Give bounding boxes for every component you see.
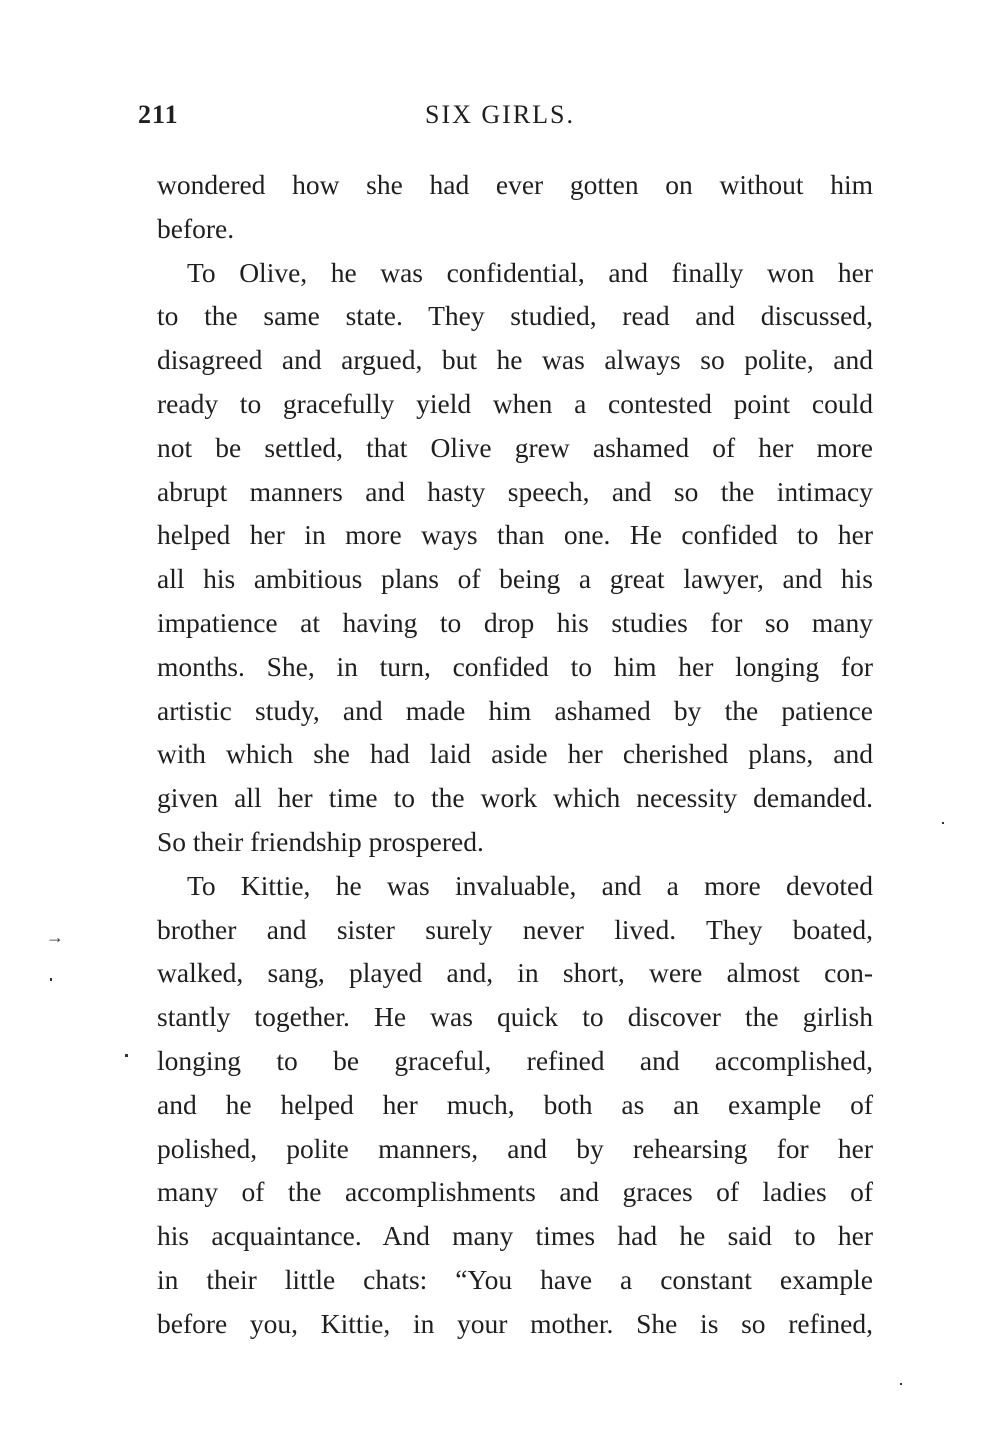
text-line: disagreed and argued, but he was always so polite, and: [157, 344, 873, 376]
text-line: with which she had laid aside her cherished plans, and: [157, 738, 873, 770]
text-line: polished, polite manners, and by rehearsing for her: [157, 1132, 873, 1164]
text-line: To Olive, he was confidential, and finally won her: [187, 256, 873, 288]
text-line: stantly together. He was quick to discover the girlish: [157, 1001, 873, 1033]
scan-speck: [900, 1383, 902, 1385]
text-line: impatience at having to drop his studies for so many: [157, 606, 873, 638]
text-line: abrupt manners and hasty speech, and so the intimacy: [157, 475, 873, 507]
text-line: to the same state. They studied, read and discussed,: [157, 300, 873, 332]
text-line: wondered how she had ever gotten on without him: [157, 169, 873, 200]
text-line: and he helped her much, both as an example of: [157, 1088, 873, 1120]
text-line: before.: [157, 212, 235, 244]
scan-speck: [125, 1054, 128, 1057]
text-line: helped her in more ways than one. He confided to her: [157, 519, 873, 551]
scan-mark-arrow-icon: →: [46, 927, 64, 947]
running-title: SIX GIRLS.: [424, 100, 575, 129]
paragraph: [157, 864, 873, 1346]
body-text: [157, 163, 873, 1346]
text-line: his acquaintance. And many times had he said to her: [157, 1220, 873, 1252]
text-line: months. She, in turn, confided to him her longing for: [157, 650, 873, 682]
text-line: ready to gracefully yield when a contested point could: [157, 387, 873, 419]
text-line: To Kittie, he was invaluable, and a more devoted: [187, 869, 873, 901]
text-line: So their friendship prospered.: [157, 825, 484, 857]
text-line: longing to be graceful, refined and accomplished,: [157, 1044, 873, 1076]
page-number: 211: [138, 100, 179, 129]
text-line: walked, sang, played and, in short, were almost con-: [157, 957, 873, 989]
text-line: before you, Kittie, in your mother. She is so refined,: [157, 1307, 873, 1339]
scan-speck: [50, 978, 52, 981]
text-line: all his ambitious plans of being a great lawyer, and his: [157, 563, 873, 595]
text-line: artistic study, and made him ashamed by the patience: [157, 694, 873, 726]
scan-speck: [942, 822, 944, 824]
text-line: given all her time to the work which necessity demanded.: [157, 782, 873, 814]
paragraph: [157, 163, 873, 251]
text-line: not be settled, that Olive grew ashamed of her more: [157, 431, 873, 463]
paragraph: [157, 251, 873, 864]
text-line: in their little chats: “You have a constant example: [157, 1263, 873, 1295]
text-line: brother and sister surely never lived. They boated,: [157, 913, 873, 945]
text-line: many of the accomplishments and graces of ladies of: [157, 1176, 873, 1208]
